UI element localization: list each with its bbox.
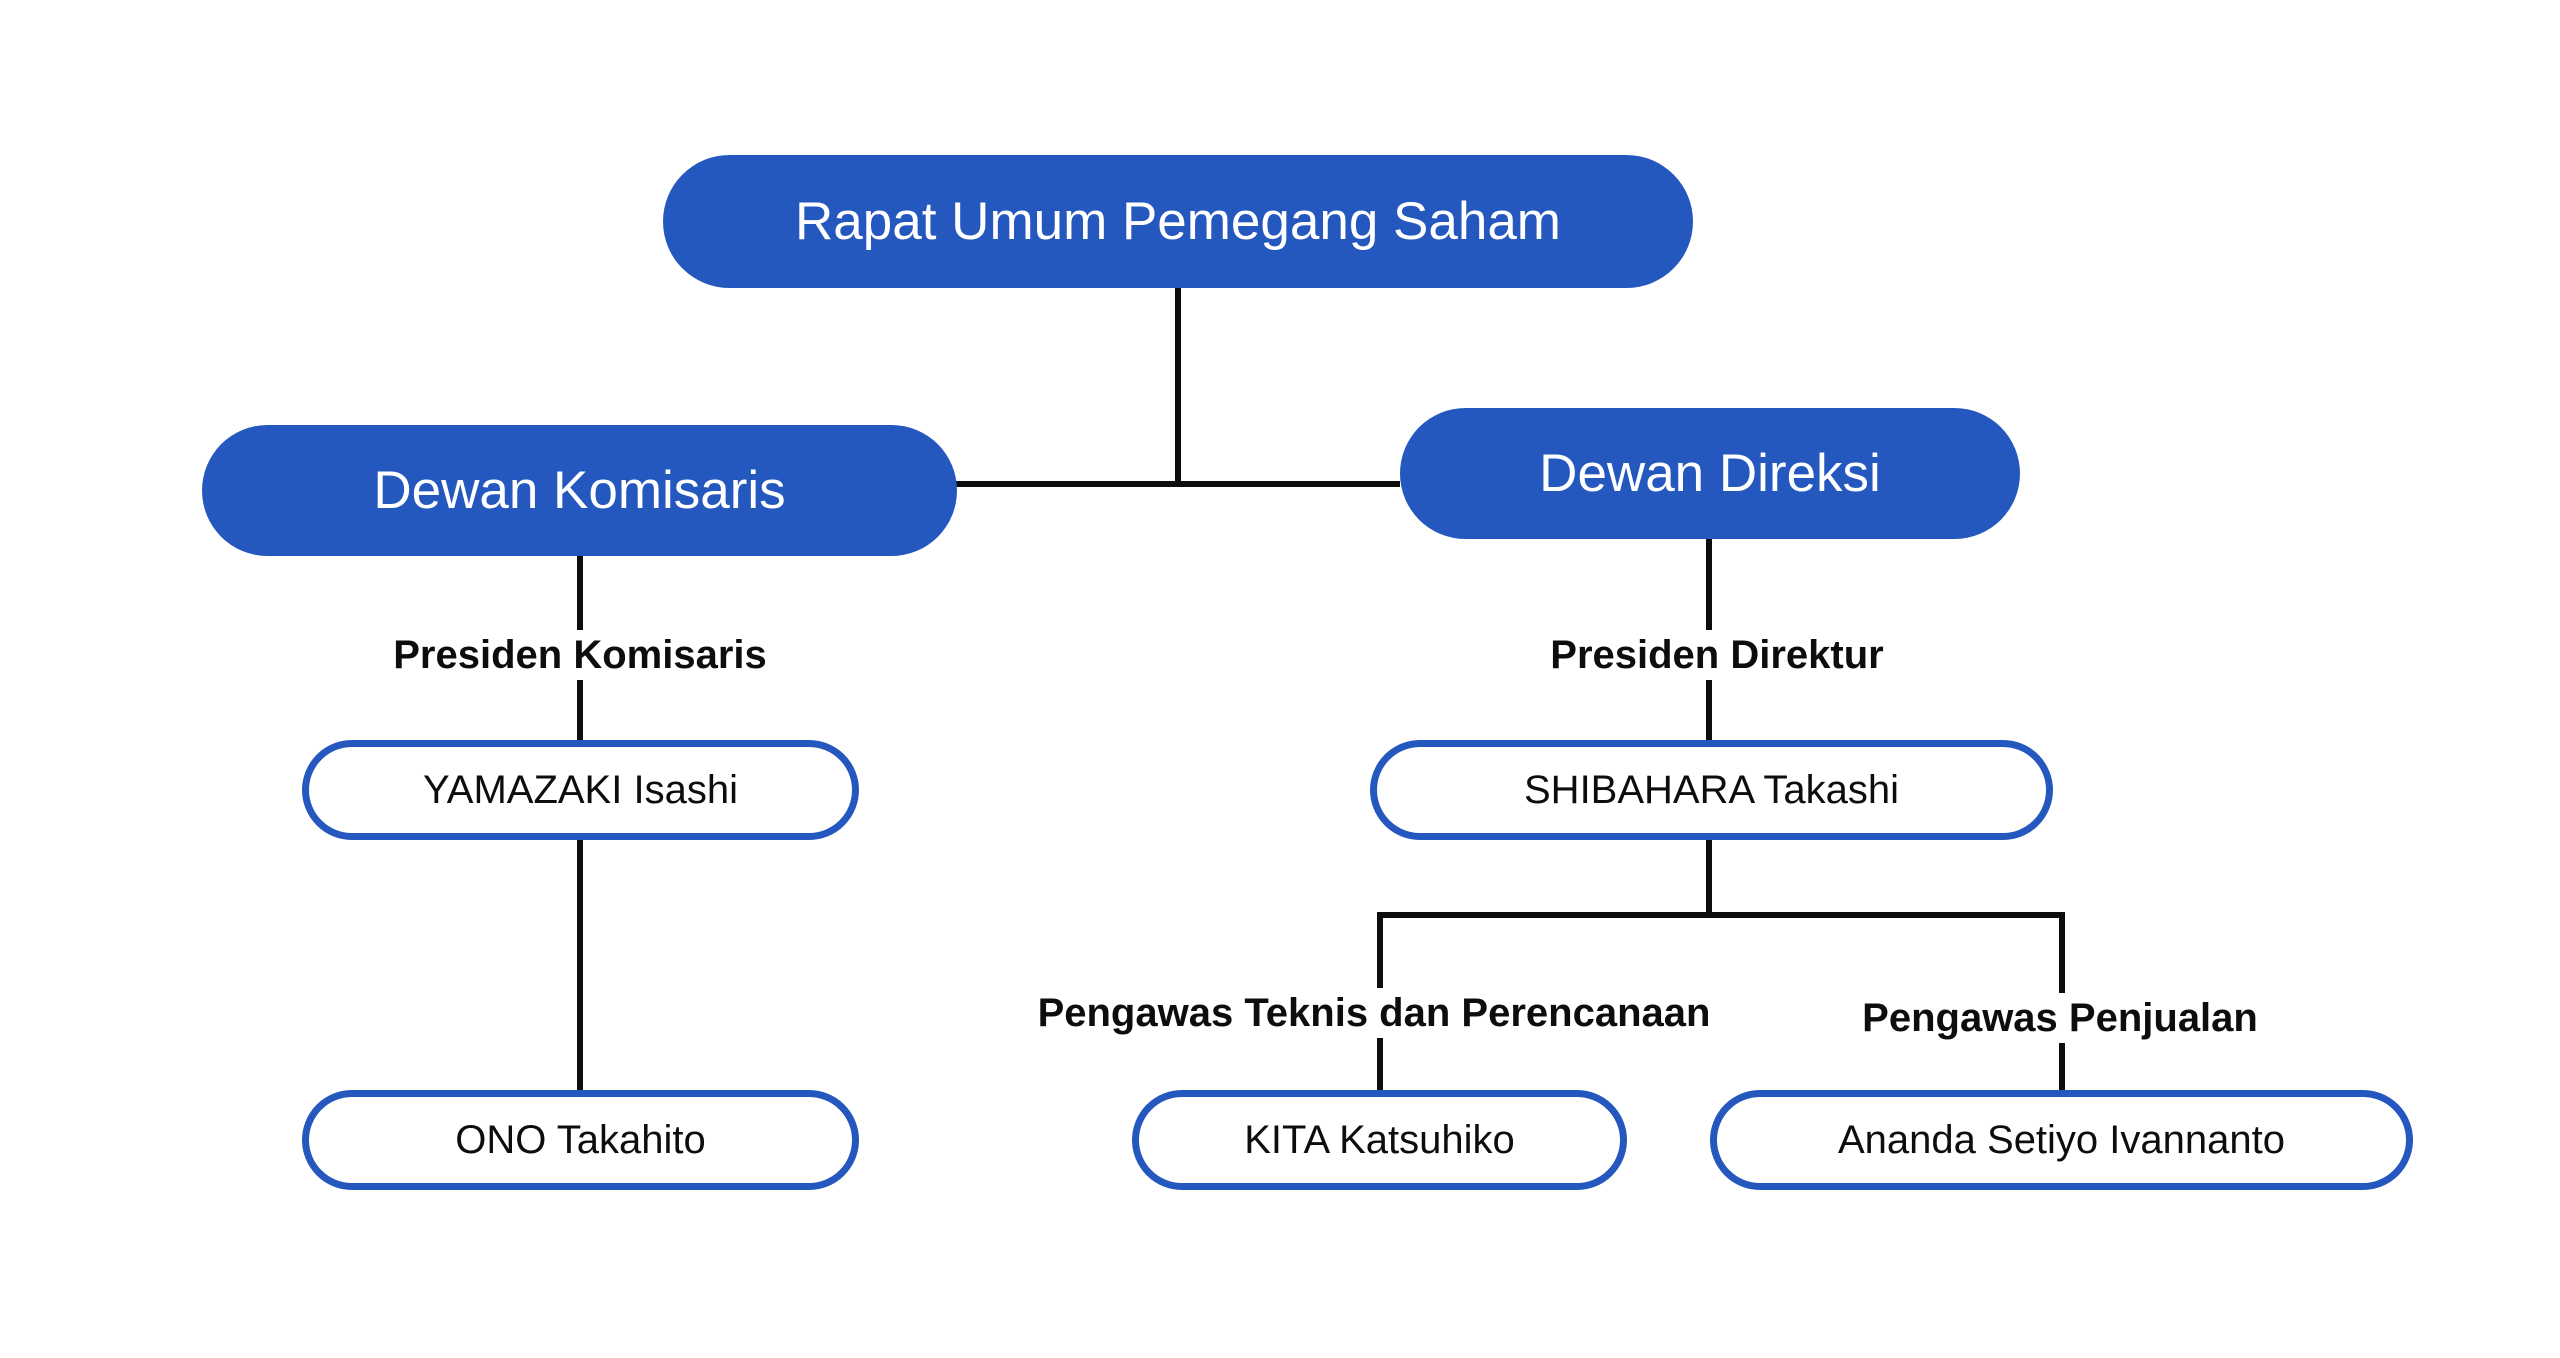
role-pengawas-penjualan: Pengawas Penjualan [1856, 993, 2264, 1043]
dewan-direksi-node [1400, 408, 2020, 539]
dewan-komisaris-label: Dewan Komisaris [373, 461, 786, 520]
person-ananda [1710, 1090, 2413, 1190]
person-yamazaki-name: YAMAZAKI Isashi [423, 767, 738, 812]
rups-node [663, 155, 1693, 288]
person-ono-name: ONO Takahito [455, 1117, 706, 1162]
person-ananda-name: Ananda Setiyo Ivannanto [1837, 1117, 2285, 1162]
person-ono [302, 1090, 859, 1190]
dewan-direksi-label: Dewan Direksi [1539, 444, 1881, 503]
person-yamazaki [302, 740, 859, 840]
person-shibahara [1370, 740, 2053, 840]
role-presiden-komisaris: Presiden Komisaris [387, 630, 773, 680]
person-shibahara-name: SHIBAHARA Takashi [1524, 767, 1899, 812]
person-kita [1132, 1090, 1627, 1190]
dewan-komisaris-node [202, 425, 957, 556]
person-kita-name: KITA Katsuhiko [1244, 1117, 1515, 1162]
role-pengawas-teknis: Pengawas Teknis dan Perencanaan [1032, 988, 1717, 1038]
role-presiden-direktur: Presiden Direktur [1544, 630, 1889, 680]
rups-label: Rapat Umum Pemegang Saham [795, 192, 1561, 251]
